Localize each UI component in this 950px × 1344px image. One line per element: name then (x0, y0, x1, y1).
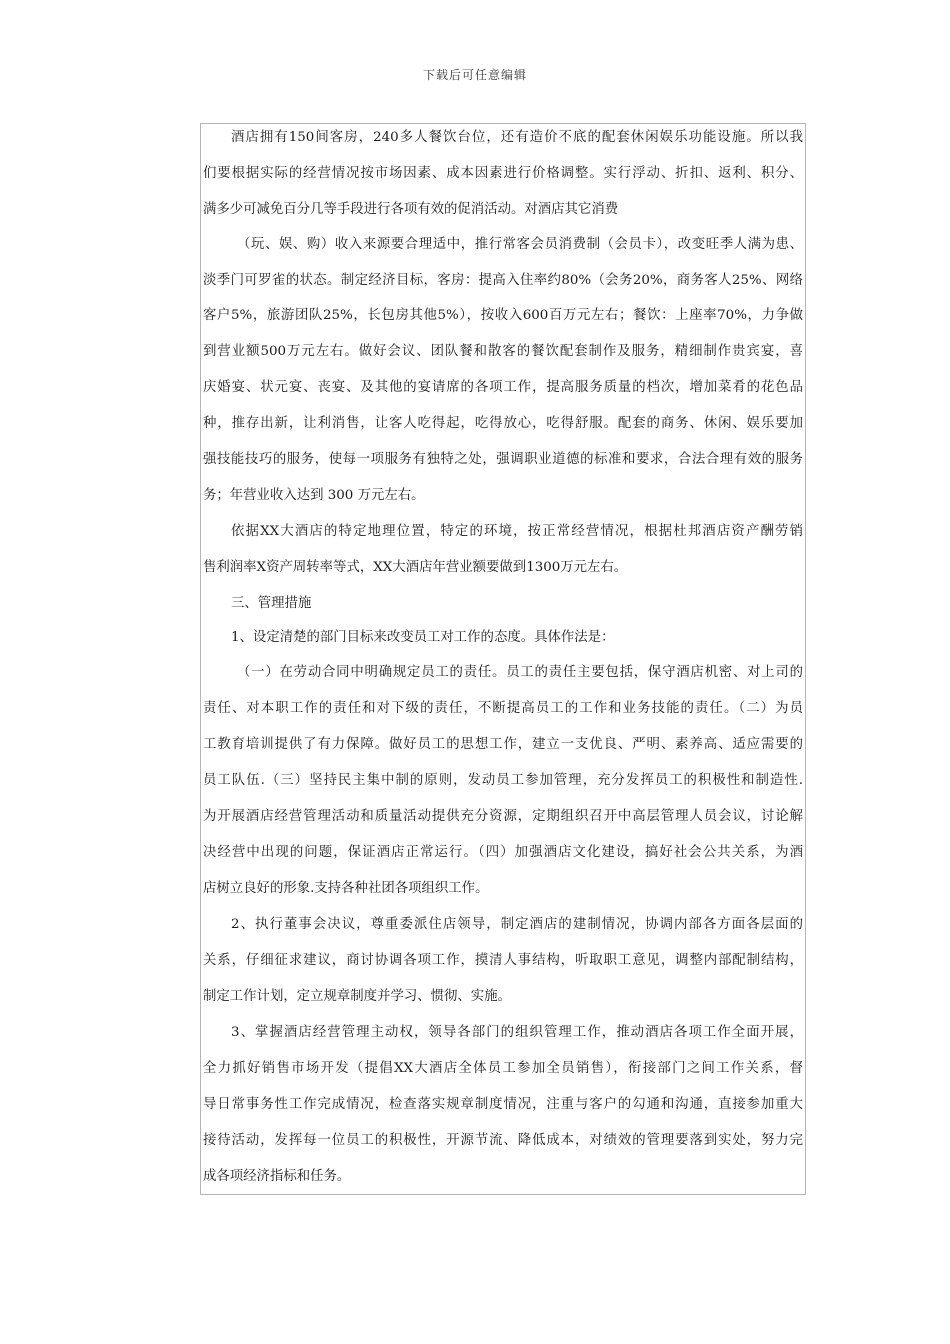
text-line: 关系，仔细征求建议，商讨协调各项工作，摸清人事结构，听取职工意见，调整内部配制结构， (203, 953, 803, 968)
section-heading: 三、管理措施 (231, 596, 312, 611)
text-line: 满多少可减免百分几等手段进行各项有效的促消活动。对酒店其它消费 (203, 202, 619, 217)
text-line: 淡季门可罗雀的状态。制定经济目标，客房：提高入住率约80%（会务20%，商务客人25%、网络 (203, 273, 803, 288)
text-line: 店树立良好的形象.支持各种社团各项组织工作。 (203, 881, 489, 896)
text-line: （玩、娱、购）收入来源要合理适中，推行常客会员消费制（会员卡），改变旺季人满为患、 (237, 237, 803, 252)
text-line: 到营业额500万元左右。做好会议、团队餐和散客的餐饮配套制作及服务，精细制作贵宾宴，喜 (203, 344, 803, 359)
text-line: 强技能技巧的服务，使每一项服务有独特之处，强调职业道德的标准和要求，合法合理有效的服务 (203, 452, 803, 467)
text-line: 责任、对本职工作的责任和对下级的责任，不断提高员工的工作和业务技能的责任。（二）为员 (203, 701, 803, 716)
page-header: 下载后可任意编辑 (422, 68, 527, 82)
text-line: 酒店拥有150间客房，240多人餐饮台位，还有造价不底的配套休闲娱乐功能设施。所以我 (231, 130, 803, 145)
text-line: 1、设定清楚的部门目标来改变员工对工作的态度。具体作法是： (231, 630, 615, 645)
text-line: 依据XX大酒店的特定地理位置，特定的环境，按正常经营情况，根据杜邦酒店资产酬劳销 (231, 524, 803, 539)
text-line: 庆婚宴、状元宴、丧宴、及其他的宴请席的各项工作，提高服务质量的档次，增加菜肴的花色品 (203, 380, 803, 395)
text-line: 成各项经济指标和任务。 (203, 1169, 351, 1184)
text-line: 务；年营业收入达到 300 万元左右。 (203, 488, 425, 503)
text-line: 制定工作计划，定立规章制度并学习、惯彻、实施。 (203, 989, 511, 1004)
text-line: 工教育培训提供了有力保障。做好员工的思想工作，建立一支优良、严明、素养高、适应需要的 (203, 737, 803, 752)
text-line: 客户5%，旅游团队25%，长包房其他5%），按收入600百万元左右；餐饮：上座率70%，力争做 (203, 308, 803, 323)
text-line: （一）在劳动合同中明确规定员工的责任。员工的责任主要包括，保守酒店机密、对上司的 (237, 665, 803, 680)
text-line: 决经营中出现的问题，保证酒店正常运行。（四）加强酒店文化建设，搞好社会公共关系，为酒 (203, 845, 803, 860)
content-frame (200, 123, 806, 1195)
text-line: 员工队伍.（三）坚持民主集中制的原则，发动员工参加管理，充分发挥员工的积极性和制造性. (203, 773, 803, 788)
text-line: 全力抓好销售市场开发（提倡XX大酒店全体员工参加全员销售），衔接部门之间工作关系，督 (203, 1061, 803, 1076)
text-line: 们要根据实际的经营情况按市场因素、成本因素进行价格调整。实行浮动、折扣、返利、积分、 (203, 166, 803, 181)
text-line: 种，推存出新，让利消售，让客人吃得起，吃得放心，吃得舒服。配套的商务、休闲、娱乐要加 (203, 416, 803, 431)
text-line: 3、掌握酒店经营管理主动权，领导各部门的组织管理工作，推动酒店各项工作全面开展， (231, 1025, 803, 1040)
text-line: 2、执行董事会决议，尊重委派住店领导，制定酒店的建制情况，协调内部各方面各层面的 (231, 917, 803, 932)
text-line: 售利润率X资产周转率等式，XX大酒店年营业额要做到1300万元左右。 (203, 560, 628, 575)
text-line: 接待活动，发挥每一位员工的积极性，开源节流、降低成本，对绩效的管理要落到实处，努力完 (203, 1133, 803, 1148)
text-line: 为开展酒店经营管理活动和质量活动提供充分资源，定期组织召开中高层管理人员会议，讨论解 (203, 809, 803, 824)
text-line: 导日常事务性工作完成情况，检查落实规章制度情况，注重与客户的勾通和沟通，直接参加重大 (203, 1097, 803, 1112)
